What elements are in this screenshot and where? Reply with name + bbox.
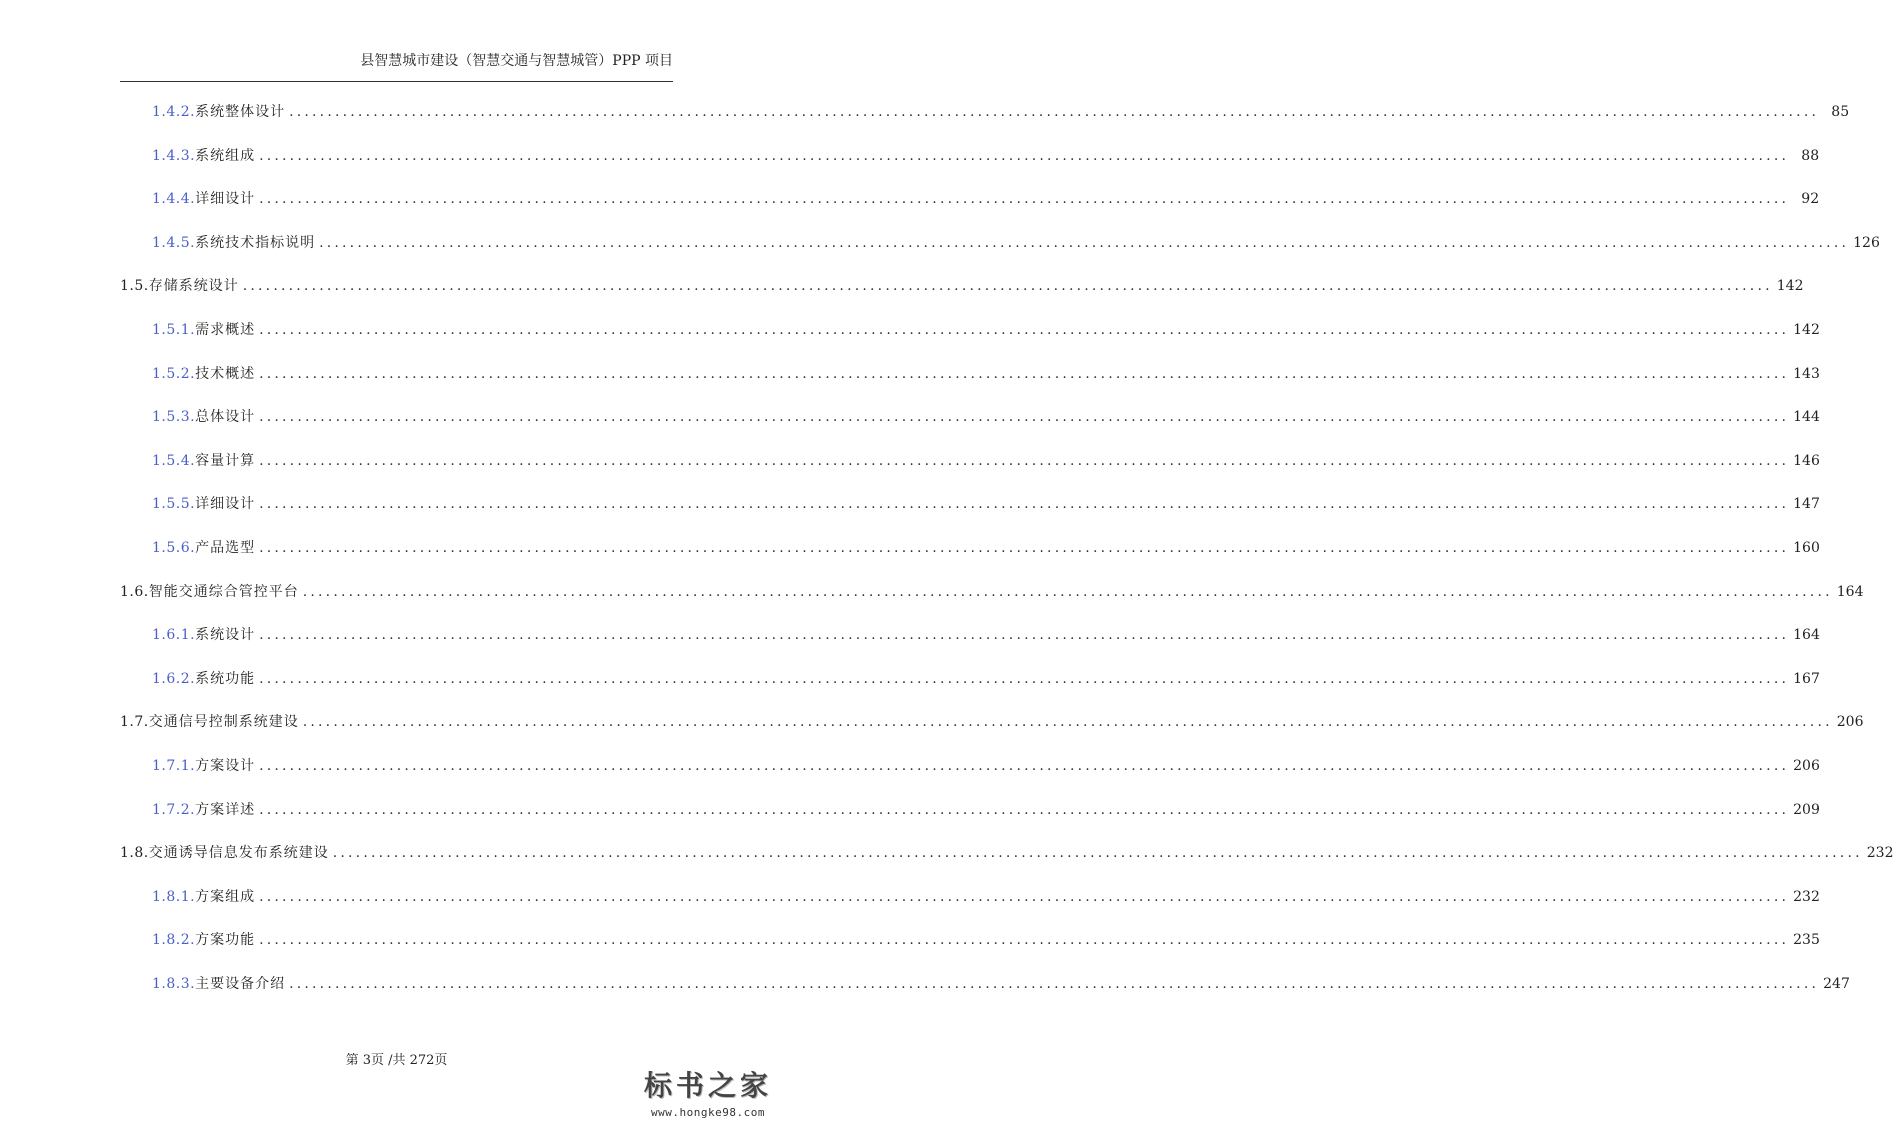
- toc-entry-number: 1.8.3.: [152, 976, 196, 992]
- toc-entry[interactable]: [152, 625, 1820, 645]
- toc-entry[interactable]: [152, 756, 1820, 776]
- toc-leader-dots: ........................................................................................................................................................................................................: [259, 671, 1790, 687]
- toc-entry-page: 232: [1793, 889, 1820, 905]
- toc-entry-title: 详细设计: [195, 191, 256, 207]
- toc-entry-title: 交通诱导信息发布系统建设: [148, 845, 329, 861]
- toc-entry[interactable]: [152, 233, 1880, 253]
- toc-leader-dots: ........................................................................................................................................................................................................: [302, 584, 1833, 600]
- toc-entry-page: 147: [1793, 496, 1820, 512]
- toc-entry[interactable]: [152, 887, 1820, 907]
- toc-entry[interactable]: [152, 974, 1850, 994]
- toc-entry-page: 126: [1853, 235, 1880, 251]
- toc-entry[interactable]: [152, 320, 1820, 340]
- toc-entry-page: 142: [1793, 322, 1820, 338]
- toc-entry[interactable]: [152, 189, 1820, 209]
- toc-entry-number: 1.4.4.: [152, 191, 196, 207]
- toc-entry-title: 智能交通综合管控平台: [148, 584, 299, 600]
- toc-entry-page: 142: [1776, 278, 1804, 294]
- watermark: [633, 1064, 783, 1119]
- toc-entry[interactable]: [152, 102, 1850, 122]
- toc-entry-page: 160: [1793, 540, 1820, 556]
- toc-entry-number: 1.8.: [120, 845, 149, 861]
- toc-entry[interactable]: [120, 843, 1894, 863]
- toc-entry-number: 1.5.4.: [152, 453, 196, 469]
- document-title: 县智慧城市建设（智慧交通与智慧城管）PPP 项目: [360, 53, 673, 69]
- toc-leader-dots: ........................................................................................................................................................................................................: [259, 889, 1790, 905]
- toc-leader-dots: ........................................................................................................................................................................................................: [259, 366, 1790, 382]
- toc-entry-title: 存储系统设计: [148, 278, 239, 294]
- toc-entry-number: 1.8.2.: [152, 932, 196, 948]
- toc-leader-dots: ........................................................................................................................................................................................................: [289, 104, 1820, 120]
- toc-entry-page: 209: [1793, 802, 1820, 818]
- toc-leader-dots: ........................................................................................................................................................................................................: [302, 714, 1833, 730]
- toc-entry-number: 1.6.: [120, 584, 149, 600]
- toc-entry-title: 产品选型: [195, 540, 256, 556]
- toc-entry-page: 85: [1831, 104, 1850, 120]
- toc-leader-dots: ........................................................................................................................................................................................................: [259, 758, 1790, 774]
- toc-leader-dots: ........................................................................................................................................................................................................: [319, 235, 1850, 251]
- toc-leader-dots: ........................................................................................................................................................................................................: [289, 976, 1820, 992]
- toc-leader-dots: ........................................................................................................................................................................................................: [259, 540, 1790, 556]
- toc-entry-number: 1.4.3.: [152, 148, 196, 164]
- header-divider: [120, 81, 673, 82]
- toc-leader-dots: ........................................................................................................................................................................................................: [259, 322, 1790, 338]
- toc-entry[interactable]: [152, 364, 1820, 384]
- toc-entry-page: 144: [1793, 409, 1820, 425]
- toc-entry-title: 系统功能: [195, 671, 256, 687]
- toc-entry-page: 164: [1793, 627, 1820, 643]
- toc-entry-page: 247: [1823, 976, 1850, 992]
- toc-entry[interactable]: [120, 582, 1864, 602]
- toc-entry-title: 系统设计: [195, 627, 256, 643]
- watermark-logo: 标书之家: [643, 1069, 772, 1102]
- toc-entry[interactable]: [152, 407, 1820, 427]
- toc-entry-title: 系统技术指标说明: [195, 235, 316, 251]
- toc-entry-number: 1.8.1.: [152, 889, 196, 905]
- toc-entry-page: 143: [1793, 366, 1820, 382]
- toc-leader-dots: ........................................................................................................................................................................................................: [259, 932, 1790, 948]
- toc-entry-page: 164: [1836, 584, 1864, 600]
- toc-entry[interactable]: [120, 712, 1864, 732]
- toc-entry[interactable]: [152, 930, 1820, 950]
- toc-leader-dots: ........................................................................................................................................................................................................: [259, 148, 1790, 164]
- toc-entry-page: 88: [1801, 148, 1820, 164]
- toc-entry-page: 92: [1801, 191, 1820, 207]
- toc-entry-title: 系统组成: [195, 148, 256, 164]
- toc-entry-number: 1.4.5.: [152, 235, 196, 251]
- toc-entry[interactable]: [152, 669, 1820, 689]
- toc-entry-title: 交通信号控制系统建设: [148, 714, 299, 730]
- toc-entry-title: 系统整体设计: [195, 104, 286, 120]
- toc-entry[interactable]: [152, 494, 1820, 514]
- toc-entry-title: 技术概述: [195, 366, 256, 382]
- toc-entry-title: 容量计算: [195, 453, 256, 469]
- toc-entry-number: 1.5.5.: [152, 496, 196, 512]
- toc-entry-number: 1.6.2.: [152, 671, 196, 687]
- toc-leader-dots: ........................................................................................................................................................................................................: [259, 191, 1790, 207]
- toc-entry-title: 总体设计: [195, 409, 256, 425]
- toc-leader-dots: ........................................................................................................................................................................................................: [259, 802, 1790, 818]
- toc-entry-page: 146: [1793, 453, 1820, 469]
- page-number-label: 第 3页 /共 272页: [345, 1053, 448, 1068]
- toc-entry[interactable]: [120, 276, 1804, 296]
- toc-entry-title: 方案设计: [195, 758, 256, 774]
- watermark-url: www.hongke98.com: [651, 1106, 765, 1119]
- toc-entry-number: 1.5.6.: [152, 540, 196, 556]
- toc-entry[interactable]: [152, 538, 1820, 558]
- toc-entry[interactable]: [152, 800, 1820, 820]
- toc-leader-dots: ........................................................................................................................................................................................................: [332, 845, 1863, 861]
- toc-entry-title: 主要设备介绍: [195, 976, 286, 992]
- toc-entry-page: 206: [1836, 714, 1864, 730]
- toc-entry-number: 1.4.2.: [152, 104, 196, 120]
- toc-entry-number: 1.5.2.: [152, 366, 196, 382]
- toc-entry-number: 1.5.1.: [152, 322, 196, 338]
- toc-entry[interactable]: [152, 146, 1820, 166]
- toc-entry[interactable]: [152, 451, 1820, 471]
- toc-entry-title: 需求概述: [195, 322, 256, 338]
- toc-entry-page: 167: [1793, 671, 1820, 687]
- toc-entry-number: 1.7.1.: [152, 758, 196, 774]
- toc-entry-number: 1.5.3.: [152, 409, 196, 425]
- toc-entry-number: 1.6.1.: [152, 627, 196, 643]
- toc-entry-title: 详细设计: [195, 496, 256, 512]
- toc-entry-page: 235: [1793, 932, 1820, 948]
- toc-entry-page: 206: [1793, 758, 1820, 774]
- toc-entry-title: 方案功能: [195, 932, 256, 948]
- toc-leader-dots: ........................................................................................................................................................................................................: [259, 453, 1790, 469]
- toc-leader-dots: ........................................................................................................................................................................................................: [259, 409, 1790, 425]
- toc-entry-number: 1.7.2.: [152, 802, 196, 818]
- toc-leader-dots: ........................................................................................................................................................................................................: [259, 496, 1790, 512]
- toc-entry-page: 232: [1866, 845, 1894, 861]
- toc-leader-dots: ........................................................................................................................................................................................................: [259, 627, 1790, 643]
- toc-entry-title: 方案详述: [195, 802, 256, 818]
- toc-entry-number: 1.5.: [120, 278, 149, 294]
- toc-entry-title: 方案组成: [195, 889, 256, 905]
- toc-leader-dots: ........................................................................................................................................................................................................: [242, 278, 1773, 294]
- toc-entry-number: 1.7.: [120, 714, 149, 730]
